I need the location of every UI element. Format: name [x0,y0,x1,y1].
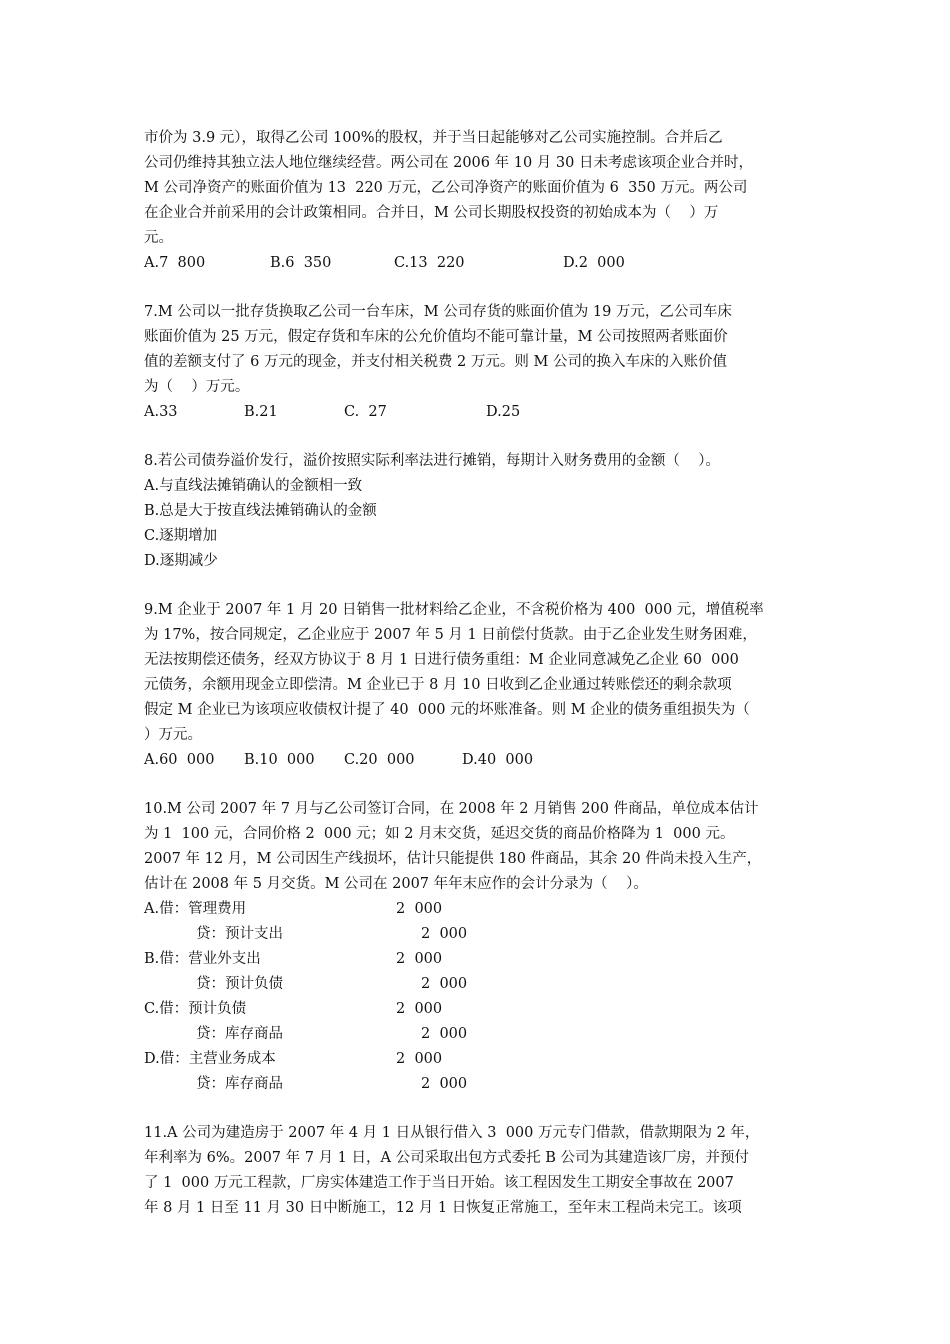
q10-a-debit: A.借：管理费用 [144,901,247,917]
q7-line-3: 值的差额支付了 6 万元的现金，并支付相关税费 2 万元。则 M 公司的换入车床的入账价值 [144,354,727,370]
q8-option-c: C.逐期增加 [144,528,218,544]
q6-line-5: 元。 [144,230,173,246]
q10-b-debit-amount: 2 000 [396,951,443,967]
q6-line-2: 公司仍维持其独立法人地位继续经营。两公司在 2006 年 10 月 30 日未考虑该项企业合并时， [144,155,753,171]
q6-option-b: B.6 350 [270,255,332,271]
q10-d-debit-amount: 2 000 [396,1051,443,1067]
q9-line-3: 无法按期偿还债务，经双方协议于 8 月 1 日进行债务重组：M 企业同意减免乙企业 60 000 [144,652,739,668]
q6-line-4: 在企业合并前采用的会计政策相同。合并日，M 公司长期股权投资的初始成本为（ ）万 [144,205,719,221]
q7-option-c: C. 27 [344,404,387,420]
q7-line-1: 7.M 公司以一批存货换取乙公司一台车床，M 公司存货的账面价值为 19 万元，乙公司车床 [144,304,732,320]
q9-option-d: D.40 000 [462,752,534,768]
q9-line-1: 9.M 企业于 2007 年 1 月 20 日销售一批材料给乙企业，不含税价格为 400 000 元，增值税率 [144,602,764,618]
q10-line-4: 估计在 2008 年 5 月交货。M 公司在 2007 年年末应作的会计分录为（ ）。 [144,876,648,892]
q11-line-3: 了 1 000 万元工程款，厂房实体建造工作于当日开始。该工程因发生工期安全事故在 2007 [144,1175,734,1191]
q10-line-1: 10.M 公司 2007 年 7 月与乙公司签订合同，在 2008 年 2 月销售 200 件商品，单位成本估计 [144,801,759,817]
q10-b-debit: B.借：营业外支出 [144,951,261,967]
q8-line-1: 8.若公司债券溢价发行，溢价按照实际利率法进行摊销，每期计入财务费用的金额（ ）。 [144,453,721,469]
q10-d-credit: 贷：库存商品 [196,1076,283,1092]
q7-option-d: D.25 [486,404,521,420]
q10-c-debit: C.借：预计负债 [144,1001,247,1017]
q6-line-3: M 公司净资产的账面价值为 13 220 万元，乙公司净资产的账面价值为 6 350 万元。两公司 [144,180,748,196]
q8-option-d: D.逐期减少 [144,553,218,569]
q11-line-1: 11.A 公司为建造房于 2007 年 4 月 1 日从银行借入 3 000 万元专门借款，借款期限为 2 年， [144,1125,760,1141]
q7-option-a: A.33 [144,404,178,420]
q6-option-a: A.7 800 [144,255,206,271]
q10-b-credit-amount: 2 000 [421,976,468,992]
q7-line-4: 为（ ）万元。 [144,379,250,395]
q6-option-c: C.13 220 [394,255,465,271]
q10-b-credit: 贷：预计负债 [196,976,283,992]
q10-c-debit-amount: 2 000 [396,1001,443,1017]
q11-line-2: 年利率为 6%。2007 年 7 月 1 日，A 公司采取出包方式委托 B 公司为其建造该厂房，并预付 [144,1150,749,1166]
q10-a-debit-amount: 2 000 [396,901,443,917]
q10-a-credit: 贷：预计支出 [196,926,283,942]
q10-line-2: 为 1 100 元，合同价格 2 000 元；如 2 月末交货，延迟交货的商品价格降为 1 000 元。 [144,826,735,842]
q9-option-c: C.20 000 [344,752,415,768]
q9-line-2: 为 17%，按合同规定，乙企业应于 2007 年 5 月 1 日前偿付货款。由于乙企业发生财务困难， [144,627,757,643]
q10-d-credit-amount: 2 000 [421,1076,468,1092]
q7-option-b: B.21 [244,404,278,420]
q9-line-6: ）万元。 [144,727,202,743]
q6-option-d: D.2 000 [563,255,625,271]
q9-line-4: 元债务，余额用现金立即偿清。M 企业已于 8 月 10 日收到乙企业通过转账偿还的剩余款项 [144,677,732,693]
q8-option-b: B.总是大于按直线法摊销确认的金额 [144,503,377,519]
q10-c-credit-amount: 2 000 [421,1026,468,1042]
q10-a-credit-amount: 2 000 [421,926,468,942]
q10-line-3: 2007 年 12 月，M 公司因生产线损坏，估计只能提供 180 件商品，其余 20 件尚未投入生产， [144,851,762,867]
q7-line-2: 账面价值为 25 万元，假定存货和车床的公允价值均不能可靠计量，M 公司按照两者账面价 [144,329,728,345]
q9-option-b: B.10 000 [244,752,315,768]
q9-option-a: A.60 000 [144,752,215,768]
q8-option-a: A.与直线法摊销确认的金额相一致 [144,478,363,494]
q11-line-4: 年 8 月 1 日至 11 月 30 日中断施工，12 月 1 日恢复正常施工，至年末工程尚未完工。该项 [144,1200,742,1216]
q10-d-debit: D.借：主营业务成本 [144,1051,276,1067]
q9-line-5: 假定 M 企业已为该项应收债权计提了 40 000 元的坏账准备。则 M 企业的债务重组损失为（ [144,702,750,718]
q6-line-1: 市价为 3.9 元），取得乙公司 100%的股权，并于当日起能够对乙公司实施控制。合并后乙 [144,130,723,146]
q10-c-credit: 贷：库存商品 [196,1026,283,1042]
